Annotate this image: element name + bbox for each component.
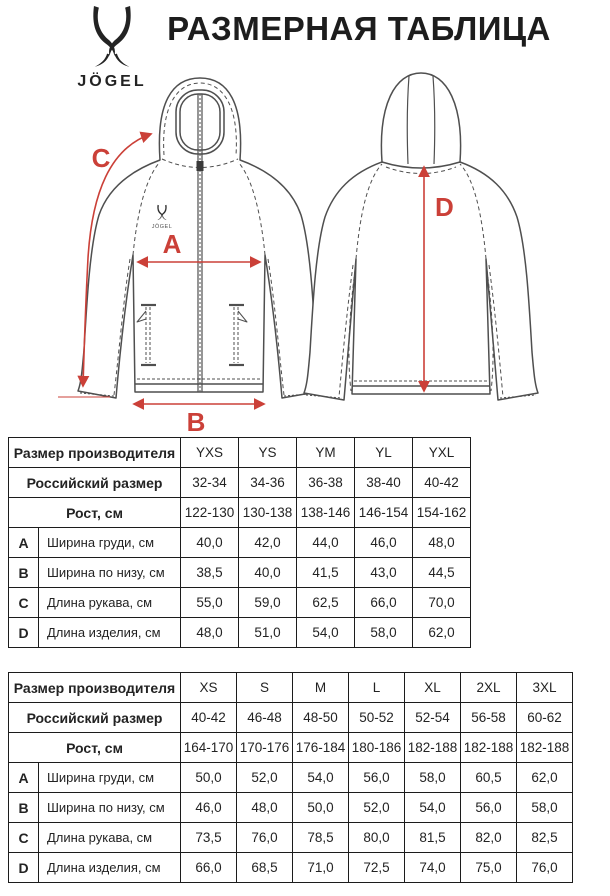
header-row-label: Рост, см <box>9 733 181 763</box>
header-row <box>9 703 573 733</box>
measure-value-cell: 52,0 <box>237 763 293 793</box>
jacket-back-drawing <box>304 73 538 400</box>
size-header-cell: 154-162 <box>413 498 471 528</box>
measure-value-cell: 76,0 <box>237 823 293 853</box>
size-header-cell: L <box>349 673 405 703</box>
measure-value-cell: 44,0 <box>297 528 355 558</box>
measure-value-cell: 42,0 <box>239 528 297 558</box>
measure-value-cell: 46,0 <box>181 793 237 823</box>
measure-value-cell: 71,0 <box>293 853 349 883</box>
measure-label-cell: Ширина груди, см <box>39 528 181 558</box>
size-header-cell: 122-130 <box>181 498 239 528</box>
measure-key-cell: C <box>9 823 39 853</box>
header-row <box>9 673 573 703</box>
measure-value-cell: 66,0 <box>181 853 237 883</box>
header-row-label: Российский размер <box>9 703 181 733</box>
measure-row <box>9 823 573 853</box>
measure-value-cell: 66,0 <box>355 588 413 618</box>
measure-value-cell: 50,0 <box>293 793 349 823</box>
measure-row <box>9 528 471 558</box>
measure-row <box>9 793 573 823</box>
size-header-cell: 170-176 <box>237 733 293 763</box>
measure-row <box>9 853 573 883</box>
measure-label-cell: Длина рукава, см <box>39 823 181 853</box>
measure-label-cell: Длина изделия, см <box>39 853 181 883</box>
jacket-front-drawing <box>78 78 322 398</box>
measure-value-cell: 48,0 <box>237 793 293 823</box>
measure-value-cell: 76,0 <box>517 853 573 883</box>
size-header-cell: 40-42 <box>413 468 471 498</box>
jogel-tulip-icon <box>84 6 140 70</box>
size-header-cell: 60-62 <box>517 703 573 733</box>
size-header-cell: 176-184 <box>293 733 349 763</box>
measure-label-cell: Длина рукава, см <box>39 588 181 618</box>
size-header-cell: 50-52 <box>349 703 405 733</box>
size-header-cell: YXL <box>413 438 471 468</box>
measure-value-cell: 44,5 <box>413 558 471 588</box>
size-header-cell: 182-188 <box>405 733 461 763</box>
measure-value-cell: 60,5 <box>461 763 517 793</box>
size-header-cell: 52-54 <box>405 703 461 733</box>
measure-row <box>9 618 471 648</box>
measure-value-cell: 43,0 <box>355 558 413 588</box>
measure-value-cell: 78,5 <box>293 823 349 853</box>
measure-key-cell: D <box>9 618 39 648</box>
size-table-adult <box>8 672 573 883</box>
measure-value-cell: 56,0 <box>349 763 405 793</box>
measure-value-cell: 58,0 <box>355 618 413 648</box>
page-title: РАЗМЕРНАЯ ТАБЛИЦА <box>167 10 551 47</box>
size-header-cell: 36-38 <box>297 468 355 498</box>
measure-value-cell: 54,0 <box>297 618 355 648</box>
size-header-cell: 138-146 <box>297 498 355 528</box>
measure-value-cell: 82,5 <box>517 823 573 853</box>
measure-value-cell: 68,5 <box>237 853 293 883</box>
measure-value-cell: 70,0 <box>413 588 471 618</box>
measure-value-cell: 51,0 <box>239 618 297 648</box>
brand-wordmark: JÖGEL <box>77 73 147 90</box>
label-c: C <box>91 143 111 173</box>
measure-value-cell: 40,0 <box>239 558 297 588</box>
size-header-cell: XS <box>181 673 237 703</box>
measure-key-cell: A <box>9 528 39 558</box>
size-header-cell: 40-42 <box>181 703 237 733</box>
size-header-cell: 38-40 <box>355 468 413 498</box>
label-d: D <box>435 192 454 222</box>
size-header-cell: 48-50 <box>293 703 349 733</box>
size-table-youth <box>8 437 471 648</box>
size-header-cell: M <box>293 673 349 703</box>
measure-value-cell: 56,0 <box>461 793 517 823</box>
label-b: B <box>186 407 206 435</box>
measure-value-cell: 62,5 <box>297 588 355 618</box>
header-row <box>9 733 573 763</box>
size-header-cell: 3XL <box>517 673 573 703</box>
measure-value-cell: 58,0 <box>517 793 573 823</box>
size-header-cell: YXS <box>181 438 239 468</box>
size-header-cell: 34-36 <box>239 468 297 498</box>
measure-key-cell: C <box>9 588 39 618</box>
measure-row <box>9 763 573 793</box>
measure-value-cell: 73,5 <box>181 823 237 853</box>
measure-value-cell: 38,5 <box>181 558 239 588</box>
size-header-cell: YM <box>297 438 355 468</box>
measure-value-cell: 40,0 <box>181 528 239 558</box>
measure-value-cell: 81,5 <box>405 823 461 853</box>
size-header-cell: 182-188 <box>517 733 573 763</box>
measure-value-cell: 55,0 <box>181 588 239 618</box>
size-header-cell: 180-186 <box>349 733 405 763</box>
measure-value-cell: 46,0 <box>355 528 413 558</box>
measure-value-cell: 62,0 <box>517 763 573 793</box>
measure-value-cell: 54,0 <box>405 793 461 823</box>
size-header-cell: YL <box>355 438 413 468</box>
size-header-cell: YS <box>239 438 297 468</box>
zipper-pull <box>197 161 204 171</box>
size-header-cell: XL <box>405 673 461 703</box>
chest-logo-text: JÖGEL <box>151 224 173 230</box>
size-header-cell: 2XL <box>461 673 517 703</box>
header-row <box>9 438 471 468</box>
size-header-cell: 182-188 <box>461 733 517 763</box>
measure-label-cell: Ширина груди, см <box>39 763 181 793</box>
header-row <box>9 468 471 498</box>
header-row <box>9 498 471 528</box>
measure-key-cell: B <box>9 793 39 823</box>
measure-value-cell: 41,5 <box>297 558 355 588</box>
measure-value-cell: 52,0 <box>349 793 405 823</box>
measure-value-cell: 74,0 <box>405 853 461 883</box>
measure-label-cell: Ширина по низу, см <box>39 793 181 823</box>
size-header-cell: 46-48 <box>237 703 293 733</box>
measure-value-cell: 48,0 <box>181 618 239 648</box>
size-header-cell: 164-170 <box>181 733 237 763</box>
header-row-label: Размер производителя <box>9 438 181 468</box>
measure-value-cell: 72,5 <box>349 853 405 883</box>
header-row-label: Размер производителя <box>9 673 181 703</box>
measure-row <box>9 588 471 618</box>
measure-value-cell: 54,0 <box>293 763 349 793</box>
measure-value-cell: 62,0 <box>413 618 471 648</box>
measure-key-cell: B <box>9 558 39 588</box>
jacket-diagram <box>0 63 610 435</box>
size-header-cell: 130-138 <box>239 498 297 528</box>
measure-value-cell: 75,0 <box>461 853 517 883</box>
size-header-cell: 146-154 <box>355 498 413 528</box>
size-header-cell: 56-58 <box>461 703 517 733</box>
size-header-cell: S <box>237 673 293 703</box>
measure-value-cell: 82,0 <box>461 823 517 853</box>
measure-key-cell: D <box>9 853 39 883</box>
measure-value-cell: 58,0 <box>405 763 461 793</box>
measure-label-cell: Ширина по низу, см <box>39 558 181 588</box>
measure-row <box>9 558 471 588</box>
measure-label-cell: Длина изделия, см <box>39 618 181 648</box>
measure-value-cell: 80,0 <box>349 823 405 853</box>
measure-key-cell: A <box>9 763 39 793</box>
header-row-label: Российский размер <box>9 468 181 498</box>
size-header-cell: 32-34 <box>181 468 239 498</box>
label-a: A <box>162 229 182 259</box>
measure-value-cell: 50,0 <box>181 763 237 793</box>
measure-value-cell: 48,0 <box>413 528 471 558</box>
header-row-label: Рост, см <box>9 498 181 528</box>
measure-value-cell: 59,0 <box>239 588 297 618</box>
